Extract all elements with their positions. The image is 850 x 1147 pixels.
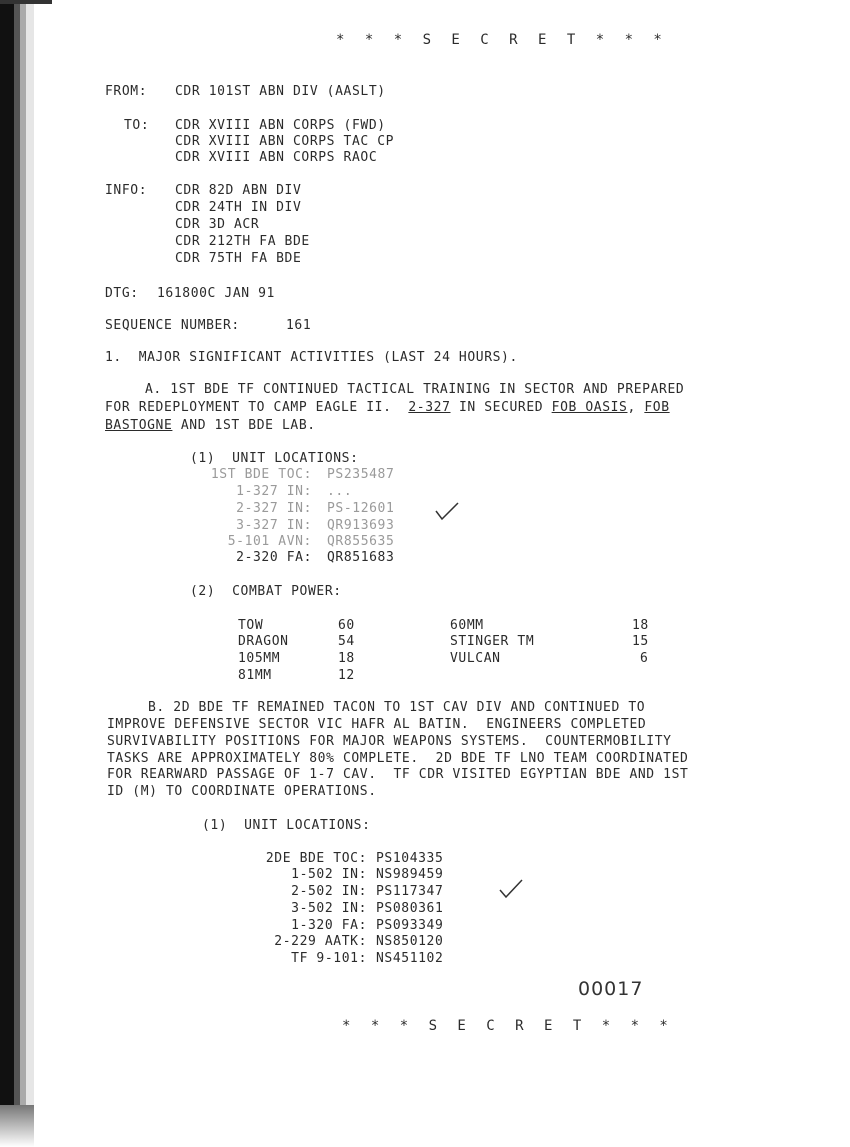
para-a-line xyxy=(105,418,316,434)
b1-grid: PS093349 xyxy=(376,918,444,933)
b1-unit: TF 9-101: xyxy=(291,951,367,966)
para-b-line: IMPROVE DEFENSIVE SECTOR VIC HAFR AL BATIN. ENGINEERS COMPLETED xyxy=(107,717,647,732)
b1-grid: PS117347 xyxy=(376,884,444,899)
a1-unit: 5-101 AVN: xyxy=(227,534,312,549)
para-a-text: IN SECURED xyxy=(450,400,552,415)
b1-grid: NS989459 xyxy=(376,867,444,882)
a1-unit: 2-320 FA: xyxy=(236,550,312,565)
from-label: FROM: xyxy=(105,84,148,99)
para-a-line: A. 1ST BDE TF CONTINUED TACTICAL TRAINING IN SECTOR AND PREPARED xyxy=(145,382,685,397)
section-1-heading: 1. MAJOR SIGNIFICANT ACTIVITIES (LAST 24 HOURS). xyxy=(105,350,518,365)
combat-power-value: 60 xyxy=(338,618,355,633)
dtg-value: 161800C JAN 91 xyxy=(157,286,275,301)
to-line: CDR XVIII ABN CORPS RAOC xyxy=(175,150,378,165)
a1-title: (1) UNIT LOCATIONS: xyxy=(190,451,359,466)
scan-edge xyxy=(0,0,34,1105)
a1-grid: PS235487 xyxy=(327,467,395,482)
combat-power-value: 54 xyxy=(338,634,355,649)
info-line: CDR 75TH FA BDE xyxy=(175,251,302,266)
info-line: CDR 24TH IN DIV xyxy=(175,200,302,215)
a1-grid: PS-12601 xyxy=(327,501,395,516)
a1-grid: QR913693 xyxy=(327,518,395,533)
para-b-line: SURVIVABILITY POSITIONS FOR MAJOR WEAPONS SYSTEMS. COUNTERMOBILITY xyxy=(107,734,672,749)
checkmark-icon xyxy=(498,876,524,900)
to-label: TO: xyxy=(124,118,150,133)
to-line: CDR XVIII ABN CORPS TAC CP xyxy=(175,134,395,149)
sequence-label: SEQUENCE NUMBER: xyxy=(105,318,240,333)
page-number: 00017 xyxy=(578,978,644,1000)
classification-footer: * * * S E C R E T * * * xyxy=(342,1018,674,1034)
combat-power-item: 81MM xyxy=(238,668,272,683)
b1-unit: 2DE BDE TOC: xyxy=(265,851,367,866)
a1-unit: 3-327 IN: xyxy=(236,518,312,533)
a1-unit: 2-327 IN: xyxy=(236,501,312,516)
b1-unit: 1-502 IN: xyxy=(291,867,367,882)
combat-power-value: 18 xyxy=(338,651,355,666)
info-line: CDR 3D ACR xyxy=(175,217,260,232)
sequence-value: 161 xyxy=(286,318,312,333)
para-b-line: B. 2D BDE TF REMAINED TACON TO 1ST CAV DIV AND CONTINUED TO xyxy=(148,700,646,715)
a1-unit: 1ST BDE TOC: xyxy=(210,467,312,482)
combat-power-item: VULCAN xyxy=(450,651,501,666)
classification-header: * * * S E C R E T * * * xyxy=(336,32,668,48)
para-a-text: , xyxy=(627,400,645,415)
a2-title: (2) COMBAT POWER: xyxy=(190,584,342,599)
checkmark-icon xyxy=(434,500,460,522)
a1-grid: QR855635 xyxy=(327,534,395,549)
para-a-fob: FOB OASIS xyxy=(551,400,628,415)
combat-power-value: 6 xyxy=(640,651,649,666)
para-a-text: AND 1ST BDE LAB. xyxy=(172,418,316,433)
a1-grid: QR851683 xyxy=(327,550,395,565)
combat-power-value: 15 xyxy=(632,634,649,649)
para-a-fob: FOB xyxy=(644,400,670,415)
para-b-line: ID (M) TO COORDINATE OPERATIONS. xyxy=(107,784,377,799)
b1-grid: PS080361 xyxy=(376,901,444,916)
combat-power-value: 12 xyxy=(338,668,355,683)
para-a-bastogne: BASTOGNE xyxy=(105,418,173,433)
a1-grid: ... xyxy=(327,484,353,499)
info-label: INFO: xyxy=(105,183,148,198)
b1-grid: PS104335 xyxy=(376,851,444,866)
combat-power-item: 60MM xyxy=(450,618,484,633)
b1-unit: 1-320 FA: xyxy=(291,918,367,933)
para-b-line: FOR REARWARD PASSAGE OF 1-7 CAV. TF CDR VISITED EGYPTIAN BDE AND 1ST xyxy=(107,767,689,782)
para-b-line: TASKS ARE APPROXIMATELY 80% COMPLETE. 2D BDE TF LNO TEAM COORDINATED xyxy=(107,751,689,766)
from-value: CDR 101ST ABN DIV (AASLT) xyxy=(175,84,386,99)
b1-unit: 2-502 IN: xyxy=(291,884,367,899)
combat-power-value: 18 xyxy=(632,618,649,633)
scan-edge-top xyxy=(0,0,52,4)
para-a-line xyxy=(105,400,670,416)
combat-power-item: TOW xyxy=(238,618,264,633)
b1-unit: 3-502 IN: xyxy=(291,901,367,916)
scan-edge-fade xyxy=(0,1105,34,1147)
dtg-label: DTG: xyxy=(105,286,139,301)
combat-power-item: STINGER TM xyxy=(450,634,535,649)
info-line: CDR 212TH FA BDE xyxy=(175,234,310,249)
b1-grid: NS850120 xyxy=(376,934,444,949)
b1-unit: 2-229 AATK: xyxy=(274,934,367,949)
para-a-unit: 2-327 xyxy=(408,400,451,415)
combat-power-item: DRAGON xyxy=(238,634,289,649)
to-line: CDR XVIII ABN CORPS (FWD) xyxy=(175,118,386,133)
info-line: CDR 82D ABN DIV xyxy=(175,183,302,198)
para-a-text: FOR REDEPLOYMENT TO CAMP EAGLE II. xyxy=(105,400,409,415)
a1-unit: 1-327 IN: xyxy=(236,484,312,499)
b1-grid: NS451102 xyxy=(376,951,444,966)
b1-title: (1) UNIT LOCATIONS: xyxy=(202,818,371,833)
combat-power-item: 105MM xyxy=(238,651,281,666)
